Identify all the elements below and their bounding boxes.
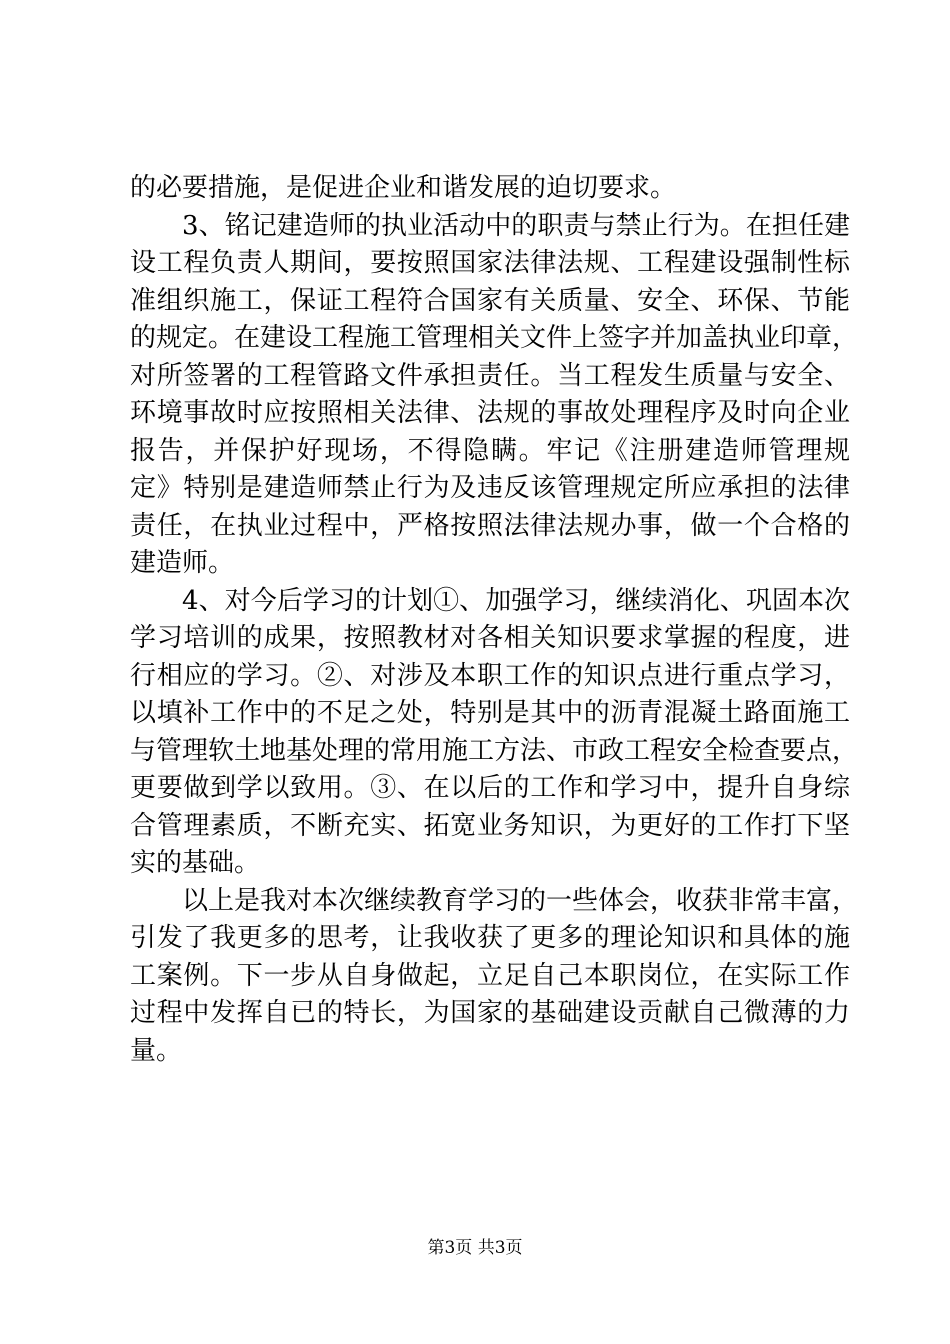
- text-line: 准组织施工，保证工程符合国家有关质量、安全、环保、节能: [130, 285, 850, 316]
- body-text: [130, 170, 859, 1070]
- text-line: 3、铭记建造师的执业活动中的职责与禁止行为。在担任建: [182, 210, 850, 241]
- text-line: 责任，在执业过程中，严格按照法律法规办事，做一个合格的: [130, 510, 850, 541]
- text-line: 环境事故时应按照相关法律、法规的事故处理程序及时向企业: [130, 398, 850, 428]
- text-line: 工案例。下一步从自身做起，立足自己本职岗位，在实际工作: [130, 960, 850, 991]
- page-number: 第3页 共3页: [427, 1238, 523, 1258]
- text-line: 设工程负责人期间，要按照国家法律法规、工程建设强制性标: [130, 248, 850, 278]
- text-line: 的必要措施，是促进企业和谐发展的迫切要求。: [130, 173, 677, 203]
- text-line: 更要做到学以致用。③、在以后的工作和学习中，提升自身综: [130, 773, 850, 803]
- text-line: 建造师。: [130, 548, 235, 578]
- text-line: 引发了我更多的思考，让我收获了更多的理论知识和具体的施: [130, 923, 850, 953]
- text-line: 实的基础。: [130, 848, 261, 878]
- text-line: 以填补工作中的不足之处，特别是其中的沥青混凝土路面施工: [130, 698, 850, 728]
- text-line: 行相应的学习。②、对涉及本职工作的知识点进行重点学习，: [130, 660, 850, 691]
- text-line: 对所签署的工程管路文件承担责任。当工程发生质量与安全、: [130, 360, 850, 391]
- page-footer: [0, 1237, 950, 1259]
- text-line: 合管理素质，不断充实、拓宽业务知识，为更好的工作打下坚: [130, 810, 850, 841]
- text-line: 与管理软土地基处理的常用施工方法、市政工程安全检查要点，: [130, 735, 859, 766]
- text-line: 4、对今后学习的计划①、加强学习，继续消化、巩固本次: [182, 585, 850, 616]
- text-line: 定》特别是建造师禁止行为及违反该管理规定所应承担的法律: [130, 473, 850, 503]
- text-line: 报告，并保护好现场，不得隐瞒。牢记《注册建造师管理规: [130, 435, 850, 466]
- text-line: 过程中发挥自已的特长，为国家的基础建设贡献自己微薄的力: [130, 998, 850, 1028]
- text-line: 以上是我对本次继续教育学习的一些体会，收获非常丰富，: [182, 885, 859, 916]
- text-line: 量。: [130, 1035, 183, 1066]
- text-line: 的规定。在建设工程施工管理相关文件上签字并加盖执业印章，: [130, 323, 859, 353]
- text-line: 学习培训的成果，按照教材对各相关知识要求掌握的程度，进: [130, 623, 850, 653]
